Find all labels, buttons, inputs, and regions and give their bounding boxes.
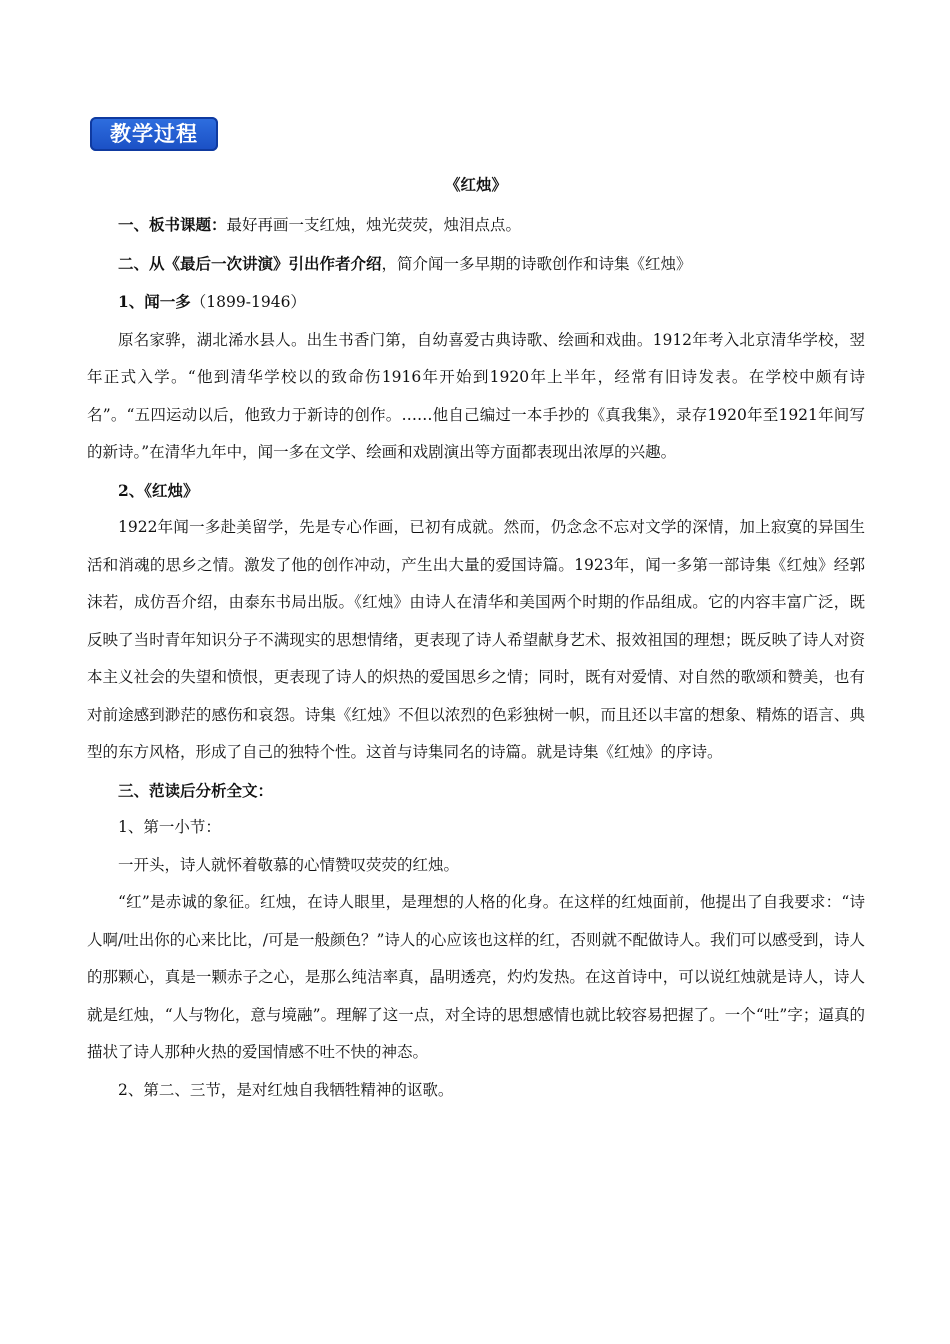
section-badge: 教学过程 <box>90 117 218 151</box>
paragraph-s2 <box>87 245 865 284</box>
heading-s2: 二、从《最后一次讲演》引出作者介绍 <box>118 253 382 273</box>
text-s2: ，简介闻一多早期的诗歌创作和诗集《红烛》 <box>381 254 692 273</box>
text-s1: 最好再画一支红烛，烛光荧荧，烛泪点点。 <box>226 216 522 234</box>
paragraph-s3-2: 2、第二、三节，是对红烛自我牺牲精神的讴歌。 <box>118 1080 454 1099</box>
heading-s2-2: 2、《红烛》 <box>118 480 199 500</box>
paragraph-s3-1b: “红”是赤诚的象征。红烛，在诗人眼里，是理想的人格的化身。在这样的红烛面前，他提出了自我要求：“诗人啊/吐出你的心来比比，/可是一般颜色？”诗人的心应该也这样的红，否则就不配做诗人。我们可以感受到，诗人的那颗心，真是一颗赤子之心，是那么纯洁率真，晶明透亮，灼灼发热。在这首诗中，可以说红烛就是诗人，诗人就是红烛，“人与物化，意与境融”。理解了这一点，对全诗的思想感情也就比较容易把握了。一个“吐”字；逼真的描状了诗人那种火热的爱国情感不吐不快的神态。 <box>87 893 865 1061</box>
text-s2-1: （1899-1946） <box>190 293 306 311</box>
subheading-s3-1: 1、第一小节： <box>118 818 221 836</box>
document-title: 《红烛》 <box>444 175 507 194</box>
paragraph-redcandle: 1922年闻一多赴美留学，先是专心作画，已初有成就。然而，仍念念不忘对文学的深情，加上寂寞的异国生活和消魂的思乡之情。激发了他的创作冲动，产生出大量的爱国诗篇。1923年，闻一多第一部诗集《红烛》经郭沫若，成仿吾介绍，由泰东书局出版。《红烛》由诗人在清华和美国两个时期的作品组成。它的内容丰富广泛，既反映了当时青年知识分子不满现实的思想情绪，更表现了诗人希望献身艺术、报效祖国的理想；既反映了诗人对资本主义社会的失望和愤恨，更表现了诗人的炽热的爱国思乡之情；同时，既有对爱情、对自然的歌颂和赞美，也有对前途感到渺茫的感伤和哀怨。诗集《红烛》不但以浓烈的色彩独树一帜，而且还以丰富的想象、精炼的语言、典型的东方风格，形成了自己的独特个性。这首与诗集同名的诗篇。就是诗集《红烛》的序诗。 <box>87 518 865 761</box>
paragraph-s1 <box>87 206 865 245</box>
document-body <box>87 170 865 1109</box>
heading-s1: 一、板书课题： <box>118 215 227 234</box>
heading-s2-1: 1、闻一多 <box>118 292 191 311</box>
paragraph-s2-1 <box>87 283 865 322</box>
paragraph-bio: 原名家骅，湖北浠水县人。出生书香门第，自幼喜爱古典诗歌、绘画和戏曲。1912年考入北京清华学校，翌年正式入学。“他到清华学校以的致命伤1916年开始到1920年上半年，经常有旧诗发表。在学校中颇有诗名”。“五四运动以后，他致力于新诗的创作。……他自己编过一本手抄的《真我集》，录存1920年至1921年间写的新诗。”在清华九年中，闻一多在文学、绘画和戏剧演出等方面都表现出浓厚的兴趣。 <box>87 330 865 461</box>
paragraph-s3-1a: 一开头，诗人就怀着敬慕的心情赞叹荧荧的红烛。 <box>118 855 460 874</box>
heading-s3: 三、范读后分析全文： <box>118 780 274 800</box>
